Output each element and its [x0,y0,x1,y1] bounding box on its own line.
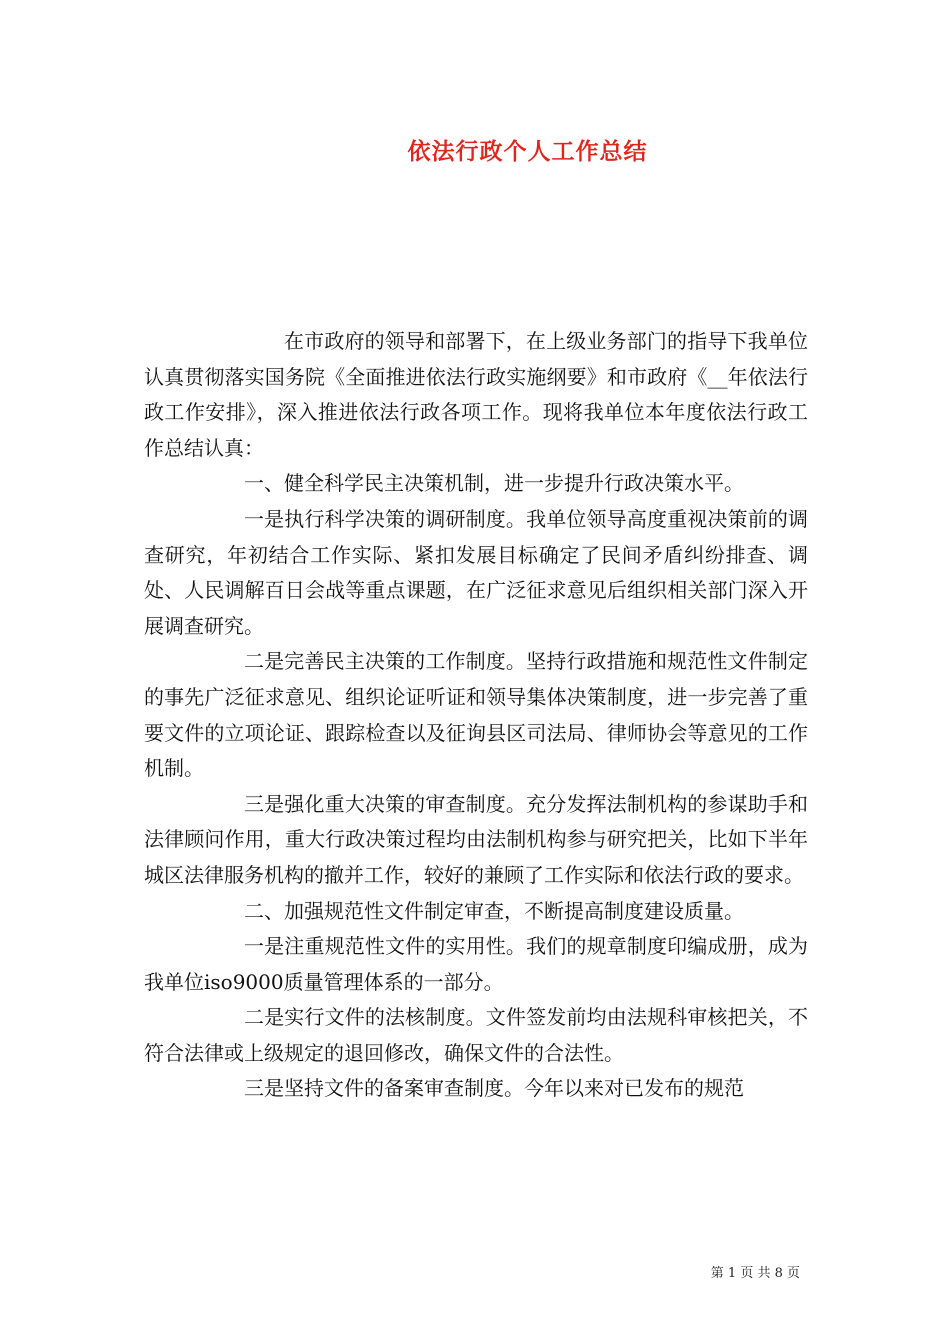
paragraph-2-3: 三是坚持文件的备案审查制度。今年以来对已发布的规范 [244,1076,744,1101]
document-body [144,324,808,1107]
paragraph-2-1: 一是注重规范性文件的实用性。我们的规章制度印编成册，成为我单位iso9000质量管理体系的一部分。 [144,934,808,994]
paragraph-1-1: 一是执行科学决策的调研制度。我单位领导高度重视决策前的调查研究，年初结合工作实际、紧扣发展目标确定了民间矛盾纠纷排查、调处、人民调解百日会战等重点课题，在广泛征求意见后组织相关部门深入开展调查研究。 [144,506,808,638]
paragraph-1-3: 三是强化重大决策的审查制度。充分发挥法制机构的参谋助手和法律顾问作用，重大行政决策过程均由法制机构参与研究把关，比如下半年城区法律服务机构的撤并工作，较好的兼顾了工作实际和依法行政的要求。 [144,791,808,887]
page-number: 第 1 页 共 8 页 [710,1266,800,1281]
paragraph-intro: 在市政府的领导和部署下，在上级业务部门的指导下我单位认真贯彻落实国务院《全面推进依法行政实施纲要》和市政府《__年依法行政工作安排》，深入推进依法行政各项工作。现将我单位本年度依法行政工作总结认真： [144,329,808,460]
paragraph-2-2: 二是实行文件的法核制度。文件签发前均由法规科审核把关，不符合法律或上级规定的退回修改，确保文件的合法性。 [144,1005,808,1065]
document-title: 依法行政个人工作总结 [407,139,648,165]
section-heading-1: 一、健全科学民主决策机制，进一步提升行政决策水平。 [244,471,744,496]
section-heading-2: 二、加强规范性文件制定审查，不断提高制度建设质量。 [244,898,744,923]
paragraph-1-2: 二是完善民主决策的工作制度。坚持行政措施和规范性文件制定的事先广泛征求意见、组织论证听证和领导集体决策制度，进一步完善了重要文件的立项论证、跟踪检查以及征询县区司法局、律师协会等意见的工作机制。 [144,649,808,781]
